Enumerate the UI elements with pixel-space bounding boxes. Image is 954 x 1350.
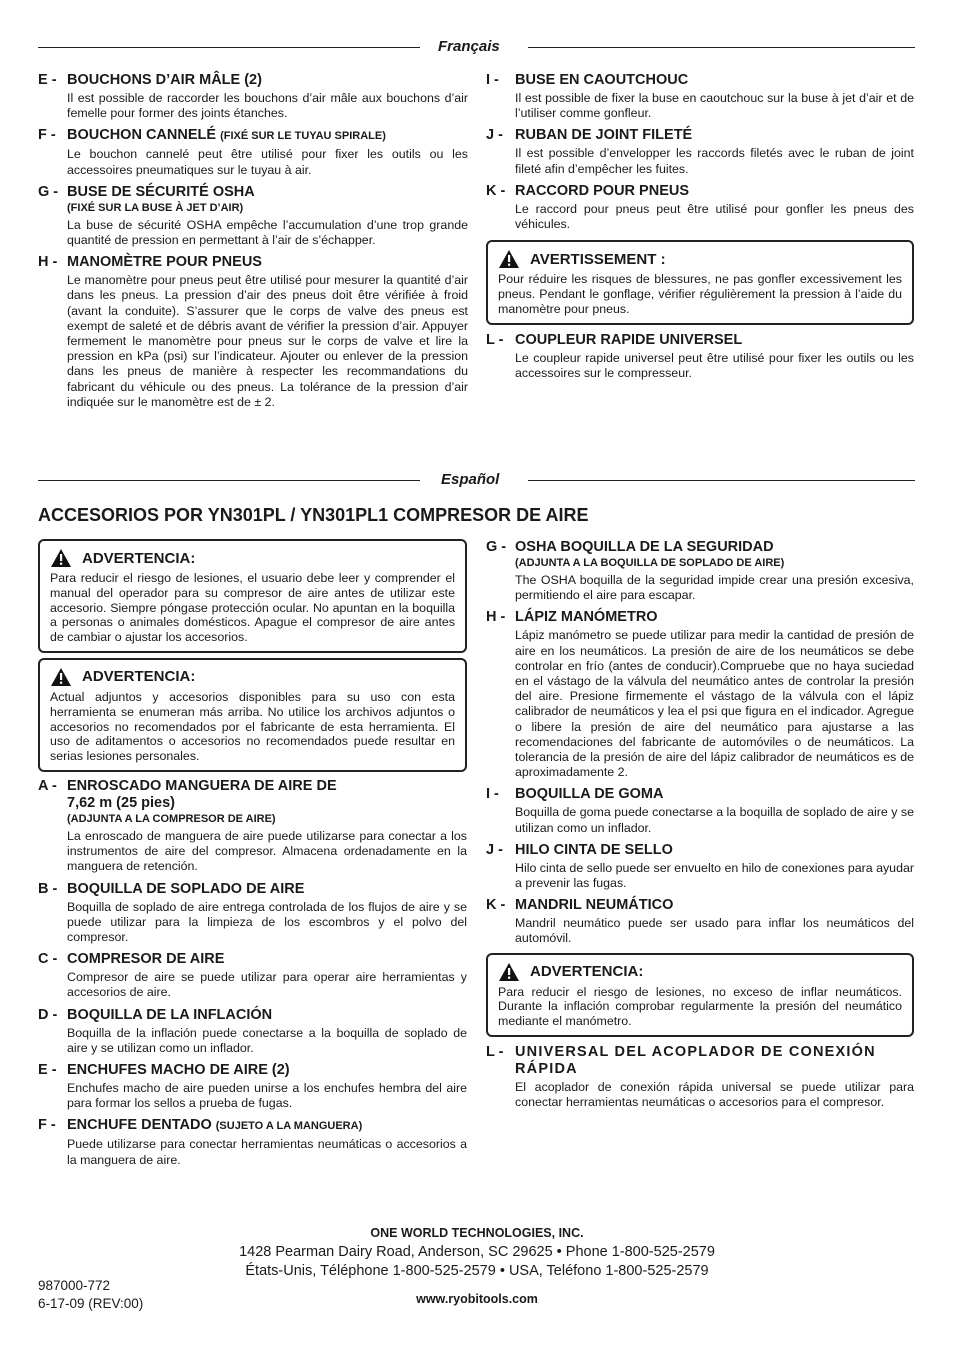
company-address: 1428 Pearman Dairy Road, Anderson, SC 29625 • Phone 1-800-525-2579 <box>239 1244 715 1260</box>
warning-box <box>38 658 467 772</box>
warning-icon <box>50 548 72 568</box>
list-item: J - HILO CINTA DE SELLO Hilo cinta de sello puede ser envuelto en hilo de conexiones para ayudar a prevenir las fugas. <box>486 841 914 891</box>
divider <box>38 47 420 48</box>
list-item: K - MANDRIL NEUMÁTICO Mandril neumático puede ser usado para inflar los neumáticos del automóvil. <box>486 897 914 946</box>
item-body: Boquilla de la inflación puede conectarse a la boquilla de soplado de aire y se utilizan como un inflador. <box>67 1025 467 1055</box>
warning-icon <box>498 962 520 982</box>
item-title: RUBAN DE JOINT FILETÉ <box>515 127 693 144</box>
list-item: J - RUBAN DE JOINT FILETÉ Il est possible d’envelopper les raccords filetés avec le ruban de joint fileté afin d’empêcher les fuites. <box>486 127 914 176</box>
item-subtitle: (ADJUNTA A LA COMPRESOR DE AIRE) <box>67 812 276 825</box>
item-subtitle: (FIXÉ SUR LA BUSE À JET D’AIR) <box>67 201 244 214</box>
item-title: ENCHUFE DENTADO <box>67 1117 212 1134</box>
revision-date: 6-17-09 (REV:00) <box>38 1296 144 1311</box>
item-body: Il est possible d’envelopper les raccords filetés avec le ruban de joint fileté afin d’empêcher les fuites. <box>515 146 914 176</box>
item-title: OSHA BOQUILLA DE LA SEGURIDAD <box>515 539 774 555</box>
item-body: Boquilla de goma puede conectarse a la boquilla de soplado de aire y se utilizan como un inflador. <box>515 805 914 835</box>
item-title: ENROSCADO MANGUERA DE AIRE DE 7,62 m (25 pies) <box>67 777 337 811</box>
warning-body: Para reducir el riesgo de lesiones, el usuario debe leer y comprender el manual del operador para su compresor de aire antes de utilizar este accesorio. Siempre póngase protección ocular. No apuntan en la boquilla a personas o animales domésticos. Apague el compresor de aire antes de cambiar o ajustar los accesorios. <box>50 571 455 645</box>
item-body: Lápiz manómetro se puede utilizar para medir la cantidad de presión de aire en los neumáticos. La presión de aire de los neumáticos se debe controlar en frío (antes de conducir).Compruebe que no haya suciedad en el vástago de la válvula del neumático antes de controlar la presión del aire. Presione firmemente el vástago de la válvula con el lápiz calibrador de neumáticos y lea el psi que figura en el indicador. Agregue o libere la presión de aire del neumático para ajustarse a las recomendaciones del fabricante de automóviles o de neumáticos. La tolerancia de la presión de aire del lápiz calibrador de neumáticos es de aproximadamente 2. <box>515 628 914 780</box>
company-name: ONE WORLD TECHNOLOGIES, INC. <box>370 1226 584 1240</box>
list-item: A - ENROSCADO MANGUERA DE AIRE DE 7,62 m (25 pies) (ADJUNTA A LA COMPRESOR DE AIRE) La enroscado de manguera de aire puede utilizarse para conectar a los instrumentos de aire del compresor. Almacena ordenadamente en la manguera de retención. <box>38 777 467 874</box>
item-title: UNIVERSAL DEL ACOPLADOR DE CONEXIÓN RÁPIDA <box>515 1044 876 1078</box>
warning-title: ADVERTENCIA: <box>530 963 644 981</box>
list-item: K - RACCORD POUR PNEUS Le raccord pour pneus peut être utilisé pour gonfler les pneus des véhicules. <box>486 182 914 232</box>
list-item: I - BOQUILLA DE GOMA Boquilla de goma puede conectarse a la boquilla de soplado de aire y se utilizan como un inflador. <box>486 786 914 835</box>
list-item: D - BOQUILLA DE LA INFLACIÓN Boquilla de la inflación puede conectarse a la boquilla de soplado de aire y se utilizan como un inflador. <box>38 1006 467 1055</box>
item-subtitle: (ADJUNTA A LA BOQUILLA DE SOPLADO DE AIRE) <box>515 557 785 569</box>
item-title: BOQUILLA DE LA INFLACIÓN <box>67 1006 273 1023</box>
item-title: BOUCHONS D’AIR MÂLE (2) <box>67 72 262 88</box>
item-body: La enroscado de manguera de aire puede utilizarse para conectar a los instrumentos de aire del compresor. Almacena ordenadamente en la manguera de retención. <box>67 828 467 874</box>
item-body: Puede utilizarse para conectar herramientas neumáticas o accesorios a la manguera de aire. <box>67 1137 467 1167</box>
item-title: BOQUILLA DE GOMA <box>515 786 664 803</box>
item-body: Boquilla de soplado de aire entrega controlada de los flujos de aire y se puede utilizar para la limpieza de los escombros y el polvo del compresor. <box>67 899 467 944</box>
french-right-column <box>486 72 914 381</box>
item-title: LÁPIZ MANÓMETRO <box>515 609 658 626</box>
item-title: HILO CINTA DE SELLO <box>515 841 673 858</box>
list-item: I - BUSE EN CAOUTCHOUC Il est possible de fixer la buse en caoutchouc sur la buse à jet d’air et de l’utiliser comme gonfleur. <box>486 72 914 121</box>
item-body: The OSHA boquilla de la seguridad impide crear una presión excesiva, permitiendo el aire para escapar. <box>515 573 914 603</box>
list-item: E - ENCHUFES MACHO DE AIRE (2) Enchufes macho de aire pueden unirse a los enchufes hembra del aire para formar los sellos a prueba de fugas. <box>38 1062 467 1111</box>
warning-icon <box>498 249 520 269</box>
item-title: COUPLEUR RAPIDE UNIVERSEL <box>515 331 743 348</box>
warning-title: AVERTISSEMENT : <box>530 250 666 268</box>
company-phones: États-Unis, Téléphone 1-800-525-2579 • USA, Teléfono 1-800-525-2579 <box>245 1263 709 1279</box>
divider <box>528 480 915 481</box>
page-title: ACCESORIOS POR YN301PL / YN301PL1 COMPRESOR DE AIRE <box>38 505 589 525</box>
item-title: MANDRIL NEUMÁTICO <box>515 897 674 914</box>
item-body: La buse de sécurité OSHA empêche l’accumulation d’une trop grande quantité de pression en permettant à l’air de s’échapper. <box>67 217 468 248</box>
list-item: L - COUPLEUR RAPIDE UNIVERSEL Le coupleur rapide universel peut être utilisé pour fixer les outils ou les accessoires sur le compresseur. <box>486 331 914 380</box>
list-item: G - OSHA BOQUILLA DE LA SEGURIDAD (ADJUNTA A LA BOQUILLA DE SOPLADO DE AIRE) The OSHA boquilla de la seguridad impide crear una presión excesiva, permitiendo el aire para escapar. <box>486 539 914 603</box>
section-label: Français <box>438 38 500 55</box>
warning-title: ADVERTENCIA: <box>82 549 196 567</box>
french-left-column <box>38 72 468 410</box>
list-item: H - LÁPIZ MANÓMETRO Lápiz manómetro se puede utilizar para medir la cantidad de presión de aire en los neumáticos. La presión de aire de los neumáticos se debe controlar en frío (antes de conducir).Compruebe que no haya suciedad en el vástago de la válvula del neumático antes de controlar la presión del aire. Presione firmemente el vástago de la válvula con el lápiz calibrador de neumáticos y lea el psi que figura en el indicador. Agregue o libere la presión de aire del neumático para ajustarse a las recomendaciones del fabricante de automóviles o de neumáticos. La tolerancia de la presión de aire del lápiz calibrador de neumáticos es de aproximadamente 2. <box>486 609 914 780</box>
warning-box <box>486 953 914 1037</box>
list-item: F - ENCHUFE DENTADO (SUJETO A LA MANGUERA) Puede utilizarse para conectar herramientas neumáticas o accesorios a la manguera de aire. <box>38 1117 467 1167</box>
french-section-header <box>38 38 915 58</box>
section-label: Español <box>441 471 500 488</box>
warning-icon <box>50 667 72 687</box>
warning-title: ADVERTENCIA: <box>82 668 196 686</box>
list-item: H - MANOMÈTRE POUR PNEUS Le manomètre pour pneus peut être utilisé pour mesurer la quantité d’air dans les pneus. La pression d’air des pneus doit être vérifiée à froid (avant la conduite). S’assurer que le corps de valve des pneus est exempt de saleté et de débris avant de vérifier la pression d’air. Appuyer fermement le manomètre pour pneus sur le corps de valve et lire la pression en kPa (psi) sur l’indicateur. Ajouter ou enlever de la pression dans les pneus de manière à respecter les recommandations du fabricant du véhicule ou des pneus. La tolérance de la pression d’air indiquée sur le manomètre est de ± 2. <box>38 254 468 409</box>
divider <box>528 47 915 48</box>
item-title: BOUCHON CANNELÉ <box>67 127 217 144</box>
list-item: L - UNIVERSAL DEL ACOPLADOR DE CONEXIÓN RÁPIDA El acoplador de conexión rápida universal se puede utilizar para conectar herramientas neumáticas o accesorios para el compresor. <box>486 1044 914 1110</box>
item-title-note: (SUJETO A LA MANGUERA) <box>215 1120 363 1133</box>
item-body: Il est possible de raccorder les bouchons d’air mâle aux bouchons d’air femelle pour former des joints étanches. <box>67 91 468 121</box>
warning-body: Pour réduire les risques de blessures, ne pas gonfler excessivement les pneus. Pendant le gonflage, vérifier régulièrement la pression à l’aide du manomètre pour pneus. <box>498 272 902 316</box>
list-item: B - BOQUILLA DE SOPLADO DE AIRE Boquilla de soplado de aire entrega controlada de los flujos de aire y se puede utilizar para la limpieza de los escombros y el polvo del compresor. <box>38 880 467 944</box>
item-body: Le coupleur rapide universel peut être utilisé pour fixer les outils ou les accessoires sur le compresseur. <box>515 350 914 380</box>
spanish-section-header <box>38 471 915 491</box>
item-body: Mandril neumático puede ser usado para inflar los neumáticos del automóvil. <box>515 916 914 946</box>
item-body: El acoplador de conexión rápida universal se puede utilizar para conectar herramientas neumáticas o accesorios para el compresor. <box>515 1080 914 1110</box>
item-body: Il est possible de fixer la buse en caoutchouc sur la buse à jet d’air et de l’utiliser comme gonfleur. <box>515 91 914 121</box>
list-item: C - COMPRESOR DE AIRE Compresor de aire se puede utilizar para operar aire herramientas y accesorios de aire. <box>38 951 467 1000</box>
warning-box <box>486 240 914 324</box>
warning-body: Para reducir el riesgo de lesiones, no exceso de inflar neumáticos. Durante la inflación comprobar regularmente la presión del neumático mediante el manómetro. <box>498 984 902 1029</box>
list-item: G - BUSE DE SÉCURITÉ OSHA (FIXÉ SUR LA BUSE À JET D’AIR) La buse de sécurité OSHA empêche l’accumulation d’une trop grande quantité de pression en permettant à l’air de s’échapper. <box>38 183 468 248</box>
item-title: MANOMÈTRE POUR PNEUS <box>67 254 262 271</box>
item-body: Enchufes macho de aire pueden unirse a los enchufes hembra del aire para formar los sellos a prueba de fugas. <box>67 1081 467 1111</box>
list-item: E - BOUCHONS D’AIR MÂLE (2) Il est possible de raccorder les bouchons d’air mâle aux bouchons d’air femelle pour former des joints étanches. <box>38 72 468 121</box>
part-number: 987000-772 <box>38 1278 111 1293</box>
item-title: BUSE EN CAOUTCHOUC <box>515 72 689 88</box>
website-link[interactable]: www.ryobitools.com <box>416 1292 538 1306</box>
item-title: BOQUILLA DE SOPLADO DE AIRE <box>67 880 305 897</box>
list-item: F - BOUCHON CANNELÉ (FIXÉ SUR LE TUYAU SPIRALE) Le bouchon cannelé peut être utilisé pour fixer les outils ou les accessoires pneumatiques sur le tuyau à air. <box>38 127 468 177</box>
item-body: Compresor de aire se puede utilizar para operar aire herramientas y accesorios de aire. <box>67 970 467 1000</box>
item-body: Le bouchon cannelé peut être utilisé pour fixer les outils ou les accessoires pneumatiques sur le tuyau à air. <box>67 147 468 177</box>
document-info <box>38 1277 143 1313</box>
item-title: COMPRESOR DE AIRE <box>67 951 225 968</box>
spanish-right-column <box>486 539 914 1110</box>
spanish-left-column <box>38 539 467 1168</box>
item-title-note: (FIXÉ SUR LE TUYAU SPIRALE) <box>220 130 386 143</box>
divider <box>38 480 420 481</box>
warning-box <box>38 539 467 653</box>
item-body: Le raccord pour pneus peut être utilisé pour gonfler les pneus des véhicules. <box>515 201 914 232</box>
item-title: BUSE DE SÉCURITÉ OSHA <box>67 183 255 200</box>
item-title: ENCHUFES MACHO DE AIRE (2) <box>67 1062 290 1078</box>
item-body: Hilo cinta de sello puede ser envuelto en hilo de conexiones para ayudar a prevenir las fugas. <box>515 860 914 891</box>
item-title: RACCORD POUR PNEUS <box>515 182 690 199</box>
item-body: Le manomètre pour pneus peut être utilisé pour mesurer la quantité d’air dans les pneus. La pression d’air des pneus doit être vérifiée à froid (avant la conduite). S’assurer que le corps de valve des pneus est exempt de saleté et de débris avant de vérifier la pression d’air. Appuyer fermement le manomètre pour pneus sur le corps de valve et lire la pression en kPa (psi) sur l’indicateur. Ajouter ou enlever de la pression dans les pneus de manière à respecter les recommandations du fabricant du véhicule ou des pneus. La tolérance de la pression d’air indiquée sur le manomètre est de ± 2. <box>67 273 468 409</box>
warning-body: Actual adjuntos y accesorios disponibles para su uso con esta herramienta se enumeran más arriba. No utilice los archivos adjuntos o accesorios no recomendados por el fabricante de esta herramienta. El uso de aditamentos o accesorios no recomendados puede resultar en serias lesiones personales. <box>50 689 455 764</box>
